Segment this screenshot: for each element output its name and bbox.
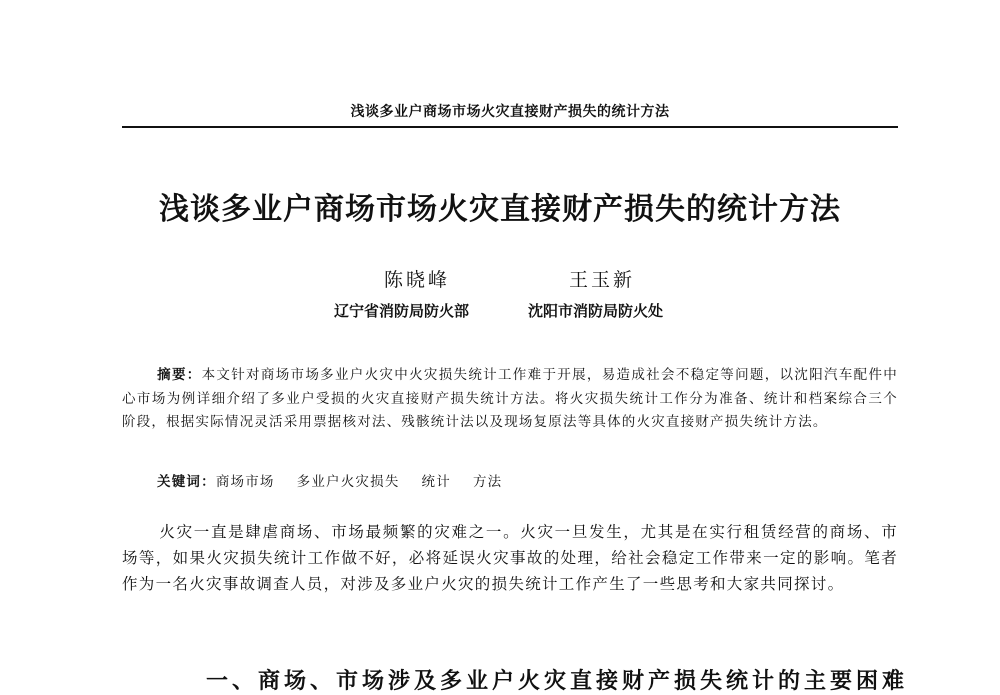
- section-heading: 一、商场、市场涉及多业户火灾直接财产损失统计的主要困难: [206, 668, 909, 694]
- keyword-4: 方法: [472, 474, 503, 490]
- author-2-affiliation: 沈阳市消防局防火处: [528, 302, 664, 320]
- author-2-name: 王玉新: [569, 269, 636, 291]
- keywords: [157, 470, 524, 490]
- abstract-text: 本文针对商场市场多业户火灾中火灾损失统计工作难于开展，易造成社会不稳定等问题，以沈阳汽车配件中心市场为例详细介绍了多业户受损的火灾直接财产损失统计方法。将火灾损失统计工作分为准备、统计和档案综合三个阶段，根据实际情况灵活采用票据核对法、残骸统计法以及现场复原法等具体的火灾直接财产损失统计方法。: [122, 367, 898, 430]
- running-head: 浅谈多业户商场市场火灾直接财产损失的统计方法: [350, 104, 670, 120]
- author-1-affiliation: 辽宁省消防局防火部: [334, 302, 470, 320]
- author-1-name: 陈晓峰: [384, 269, 451, 291]
- keyword-3: 统计: [421, 474, 451, 490]
- paper-title: 浅谈多业户商场市场火灾直接财产损失的统计方法: [159, 192, 841, 227]
- abstract-label: 摘要：: [157, 367, 202, 383]
- keyword-1: 商场市场: [215, 474, 275, 490]
- header-rule: [122, 126, 898, 128]
- keywords-label: 关键词：: [157, 474, 216, 490]
- body-paragraph-text: 火灾一直是肆虐商场、市场最频繁的灾难之一。火灾一旦发生，尤其是在实行租赁经营的商场、市场等，如果火灾损失统计工作做不好，必将延误火灾事故的处理，给社会稳定工作带来一定的影响。笔者作为一名火灾事故调查人员，对涉及多业户火灾的损失统计工作产生了一些思考和大家共同探讨。: [122, 523, 898, 593]
- abstract: [122, 364, 898, 435]
- body-paragraph: [122, 519, 898, 597]
- keyword-2: 多业户火灾损失: [296, 474, 400, 490]
